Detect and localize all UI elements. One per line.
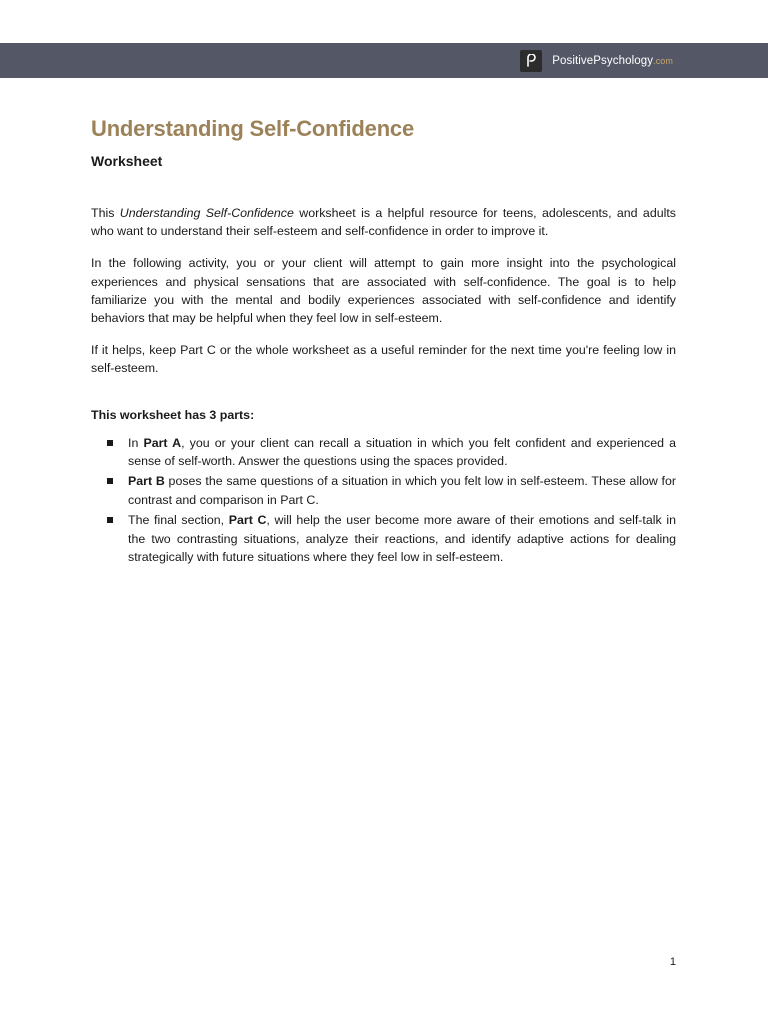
intro-paragraph: This Understanding Self-Confidence worksheet is a helpful resource for teens, adolescents, and adults who want to understand their self-esteem and self-confidence in order to improve it. xyxy=(91,206,676,239)
parts-heading: This worksheet has 3 parts: xyxy=(91,407,255,422)
positive-psychology-logo-icon xyxy=(520,50,542,72)
header-bar xyxy=(0,43,768,78)
brand-suffix: .com xyxy=(653,56,673,66)
document-title: Understanding Self-Confidence xyxy=(91,116,414,141)
worksheet-name-italic: Understanding Self-Confidence xyxy=(119,206,294,220)
document-body xyxy=(91,112,676,568)
square-bullet-icon xyxy=(107,517,113,523)
document-subtitle: Worksheet xyxy=(91,153,163,169)
list-item-part-c: The final section, Part C, will help the user become more aware of their emotions and self-talk in the two contrasting situations, analyze their reactions, and identify adaptive actions for dealing strategically with future situations where they feel low in self-esteem. xyxy=(91,511,676,566)
square-bullet-icon xyxy=(107,440,113,446)
brand[interactable] xyxy=(520,50,673,72)
list-item-part-b: Part B poses the same questions of a situation in which you felt low in self-esteem. These allow for contrast and comparison in Part C. xyxy=(91,472,676,509)
parts-list xyxy=(91,434,676,567)
square-bullet-icon xyxy=(107,478,113,484)
page-number: 1 xyxy=(669,956,676,968)
brand-name: PositivePsychology.com xyxy=(552,55,673,67)
reminder-paragraph: If it helps, keep Part C or the whole worksheet as a useful reminder for the next time you're feeling low in self-esteem. xyxy=(91,343,676,376)
list-item-part-a: In Part A, you or your client can recall a situation in which you felt confident and experienced a sense of self-worth. Answer the questions using the spaces provided. xyxy=(91,434,676,471)
activity-paragraph: In the following activity, you or your client will attempt to gain more insight into the psychological experiences and physical sensations that are associated with self-confidence. The goal is to help familiarize you with the mental and bodily experiences associated with self-confidence and identify behaviors that may be helpful when they feel low in self-esteem. xyxy=(91,256,676,326)
